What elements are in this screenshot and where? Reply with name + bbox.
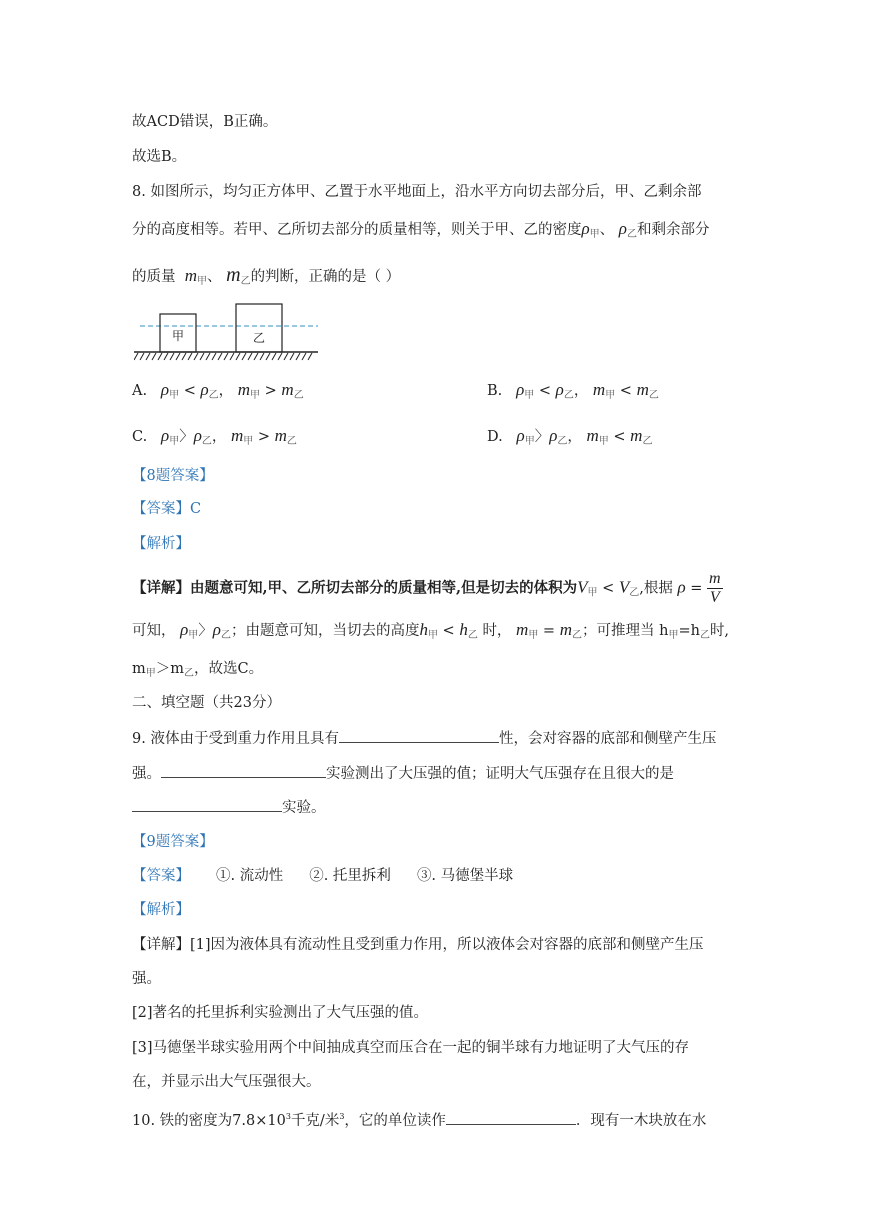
analysis-9-heading: 【解析】	[132, 902, 190, 918]
question-10-line-1: 10. 铁的密度为$7.8\times 10^3$千克/米$^3$，它的单位读作 ．现有一木块放在水	[132, 1107, 706, 1131]
blank-1[interactable]	[339, 728, 499, 743]
density-fraction: $\frac{m}{V}$	[709, 570, 721, 606]
question-8-line-3: 的质量 $m_甲$、 $m_乙$的判断，正确的是（ ）	[132, 264, 401, 287]
detail-8-line-2: 可知， $\rho_甲$〉$\rho_乙$；由题意可知，当切去的高度$h_甲 < h_乙$ 时， $m_甲 = m_乙$；可推理当 $h_甲=h_乙$时,	[132, 620, 730, 641]
blank-2[interactable]	[161, 763, 326, 778]
detail-9-line-4: [3]马德堡半球实验用两个中间抽成真空而压合在一起的铜半球有力地证明了大气压的存	[132, 1040, 690, 1056]
option-d[interactable]: D. $\rho_甲$〉$\rho_乙$， $m_甲 < m_乙$	[487, 426, 653, 447]
section-2-heading: 二、填空题（共23分）	[132, 695, 281, 711]
question-9-line-2: 强。 实验测出了大压强的值；证明大气压强存在且很大的是	[132, 763, 674, 784]
detail-9-line-2: 强。	[132, 971, 161, 987]
label-yi: 乙	[252, 331, 266, 345]
detail-9-line-1: 【详解】[1]因为液体具有流动性且受到重力作用，所以液体会对容器的底部和侧壁产生压	[132, 937, 704, 953]
question-9-line-1: 9. 液体由于受到重力作用且具有 性，会对容器的底部和侧壁产生压	[132, 728, 716, 749]
line-1: 故ACD错误，B正确。	[132, 114, 278, 130]
option-c[interactable]: C. $\rho_甲$〉$\rho_乙$， $m_甲 > m_乙$	[132, 426, 297, 447]
question-8-figure	[134, 302, 320, 364]
answer-8-heading: 【8题答案】	[132, 468, 214, 484]
detail-8-line-3: $m_甲>m_乙$，故选C。	[132, 661, 264, 679]
answer-9: 【答案】 ①. 流动性 ②. 托里拆利 ③. 马德堡半球	[132, 868, 514, 884]
answer-8: 【答案】C	[132, 501, 202, 517]
answer-9-heading: 【9题答案】	[132, 834, 214, 850]
question-9-line-3: 实验。	[132, 797, 326, 818]
detail-8-line-1: 【详解】由题意可知,甲、乙所切去部分的质量相等,但是切去的体积为$V_甲 < V_乙$,根据 ρ = $\frac{m}{V}$	[132, 570, 721, 606]
detail-9-line-5: 在，并显示出大气压强很大。	[132, 1074, 321, 1090]
question-8-line-2: 分的高度相等。若甲、乙所切去部分的质量相等，则关于甲、乙的密度$\rho_甲$、 $\rho_乙$和剩余部分	[132, 219, 710, 240]
line-2: 故选B。	[132, 149, 187, 165]
blank-4[interactable]	[446, 1110, 576, 1125]
option-b[interactable]: B. $\rho_甲 < \rho_乙$， $m_甲 < m_乙$	[487, 380, 659, 401]
detail-9-line-3: [2]著名的托里拆利实验测出了大气压强的值。	[132, 1005, 429, 1021]
option-a[interactable]: A. $\rho_甲 < \rho_乙$， $m_甲 > m_乙$	[132, 380, 304, 401]
label-jia: 甲	[171, 329, 185, 343]
blank-3[interactable]	[132, 797, 282, 812]
question-8-line-1: 8. 如图所示，均匀正方体甲、乙置于水平地面上，沿水平方向切去部分后，甲、乙剩余部	[132, 184, 702, 200]
analysis-8-heading: 【解析】	[132, 536, 190, 552]
